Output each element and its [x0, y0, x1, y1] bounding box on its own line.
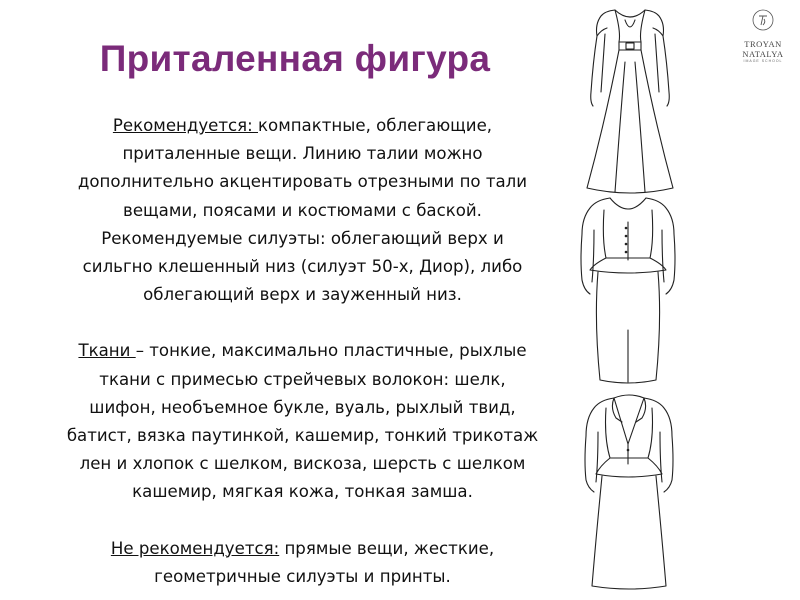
page-title: Приталенная фигура [99, 38, 491, 79]
brand-name: TROYAN NATALYA [742, 39, 784, 59]
brand-subtitle: IMAGE SCHOOL [743, 59, 783, 63]
text-line: ткани с примесью стрейчевых волокон: шелк, [99, 369, 506, 389]
text-line: шифон, необъемное букле, вуаль, рыхлый твид, [89, 397, 516, 417]
text-line: геометричные силуэты и принты. [154, 566, 451, 586]
text-line: облегающий верх и зауженный низ. [143, 285, 462, 305]
recommended-label: Рекомендуется: [112, 116, 259, 135]
not-recommended-label: Не рекомендуется: [110, 538, 280, 558]
text-line: компактные, облегающие, [258, 116, 493, 135]
text-line: дополнительно акцентировать отрезными по тали [77, 172, 528, 192]
text-line: прямые вещи, жесткие, [279, 538, 495, 558]
text-line: кашемир, мягкая кожа, тонкая замша. [132, 482, 473, 502]
dress-sketch-icon [575, 2, 685, 200]
text-line: сильгно клешенный низ (силуэт 50-х, Диор), либо [82, 257, 523, 277]
paragraph-not-recommended [20, 535, 585, 563]
paragraph-recommended [20, 112, 585, 140]
fitted-jacket-sketch-icon [570, 388, 688, 593]
paragraph-fabrics [20, 337, 585, 365]
text-line: батист, вязка паутинкой, кашемир, тонкий трикотаж [66, 426, 539, 446]
monogram-seal-icon [751, 8, 775, 32]
fabrics-label: Ткани [78, 341, 136, 361]
text-line: лен и хлопок с шелком, вискоза, шерсть с шелком [79, 454, 526, 474]
peplum-blouse-skirt-sketch-icon [568, 190, 688, 388]
text-line: вещами, поясами и костюмами с баской. [123, 200, 482, 220]
text-line: Рекомендуемые силуэты: облегающий верх и [101, 228, 504, 248]
text-line: – тонкие, максимально пластичные, рыхлые [135, 341, 527, 361]
body-text [20, 112, 585, 591]
brand-logo [728, 8, 798, 63]
text-line: приталенные вещи. Линию талии можно [122, 144, 483, 164]
